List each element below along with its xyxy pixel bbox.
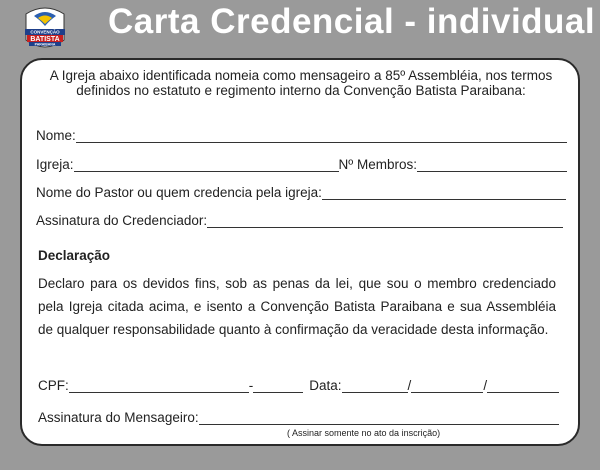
date-month-field[interactable] <box>411 380 483 393</box>
mensageiro-row <box>38 410 559 425</box>
cpf-digit-field[interactable] <box>253 380 303 393</box>
logo-line2: BATISTA <box>30 36 60 43</box>
date-slash-1: / <box>407 378 412 393</box>
intro-text: A Igreja abaixo identificada nomeia como mensageiro a 85º Assembléia, nos termos definidos no estatuto e regimento interno da Convenção Batista Paraibana: <box>49 68 553 98</box>
nome-field[interactable] <box>76 130 567 143</box>
mensageiro-signature-field[interactable] <box>199 412 559 425</box>
igreja-field[interactable] <box>74 159 339 172</box>
igreja-row <box>36 157 567 172</box>
date-day-field[interactable] <box>342 380 408 393</box>
convention-logo-icon <box>20 4 70 52</box>
declaracao-text: Declaro para os devidos fins, sob as penas da lei, que sou o membro credenciado pela Igreja citada acima, e isento a Convenção Batista Paraibana e sua Assembléia de qualquer responsabilidade quanto à confirmação da veracidade desta informação. <box>38 276 556 337</box>
cpf-field[interactable] <box>69 380 249 393</box>
nome-label: Nome: <box>36 128 76 143</box>
pastor-field[interactable] <box>322 187 566 200</box>
signature-note: ( Assinar somente no ato da inscrição) <box>287 428 441 438</box>
credenciador-label: Assinatura do Credenciador: <box>36 213 208 228</box>
membros-label: Nº Membros: <box>338 157 417 172</box>
cpf-label: CPF: <box>38 378 69 393</box>
mensageiro-label: Assinatura do Mensageiro: <box>38 410 199 425</box>
pastor-label: Nome do Pastor ou quem credencia pela igreja: <box>36 185 322 200</box>
credential-card <box>20 58 580 446</box>
date-year-field[interactable] <box>487 380 559 393</box>
pastor-row <box>36 185 566 200</box>
header <box>0 0 600 56</box>
logo-line3: PARAIBANA <box>34 42 56 47</box>
date-slash-2: / <box>483 378 488 393</box>
igreja-label: Igreja: <box>36 157 74 172</box>
cpf-date-row <box>38 378 559 393</box>
membros-field[interactable] <box>417 159 567 172</box>
cpf-dash: - <box>248 378 254 393</box>
nome-row <box>36 128 567 143</box>
credenciador-row <box>36 213 563 228</box>
credenciador-signature-field[interactable] <box>207 215 563 228</box>
logo-line1: CONVENÇÃO <box>30 29 60 35</box>
declaracao-title: Declaração <box>38 248 111 263</box>
data-label: Data: <box>309 378 342 393</box>
page-title: Carta Credencial - individual <box>108 2 596 41</box>
